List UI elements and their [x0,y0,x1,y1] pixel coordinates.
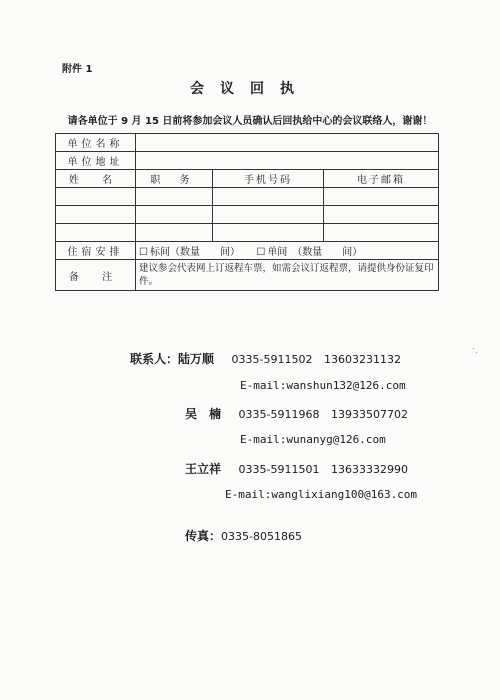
contact-row-1 [130,350,401,367]
col-name-header: 姓 名 [56,170,136,188]
attendee-position-cell[interactable] [136,224,213,242]
single-room-checkbox[interactable]: ☐ [256,247,266,258]
remarks-label: 备 注 [56,260,136,291]
unit-name-row [56,134,439,152]
contact-email[interactable]: E-mail:wunanyg@126.com [240,433,386,446]
standard-room-checkbox[interactable]: ☐ [139,247,148,258]
contact-mobile: 13933507702 [330,408,408,421]
contact-phone: 0335-5911501 [238,463,320,476]
col-phone-header: 手机号码 [213,170,324,188]
contact-label: 联系人： [130,352,179,366]
col-position-header: 职 务 [136,170,213,188]
lodging-label: 住宿安排 [56,242,136,260]
remarks-text: 建议参会代表网上订返程车票，如需会议订返程票，请提供身份证复印件。 [136,260,439,291]
lodging-options [136,242,439,260]
unit-address-field[interactable] [136,152,439,170]
single-room-label: 单间 （数量 间） [267,247,363,258]
fax-label: 传真： [185,529,222,543]
attendee-position-cell[interactable] [136,188,213,206]
fax-row [185,527,302,544]
attendee-row [56,206,439,224]
standard-room-label: 标间（数量 间） [149,247,240,258]
annex-label: 附件 1 [62,64,93,75]
attendee-email-cell[interactable] [324,188,439,206]
contact-email[interactable]: E-mail:wanglixiang100@163.com [225,488,418,501]
contact-phone: 0335-5911502 [231,353,313,366]
attendee-name-cell[interactable] [56,206,136,224]
notice-text: 请各单位于 9 月 15 日前将参加会议人员确认后回执给中心的会议联络人，谢谢！ [67,116,433,127]
attendee-phone-cell[interactable] [213,224,324,242]
contact-name: 陆万顺 [178,352,215,366]
contact-row-2 [185,405,408,422]
contact-mobile: 13633332990 [330,463,408,476]
contact-phone: 0335-5911968 [238,408,320,421]
attendee-position-cell[interactable] [136,206,213,224]
unit-name-label: 单位名称 [56,134,136,152]
attendee-name-cell[interactable] [56,188,136,206]
attendee-email-cell[interactable] [324,224,439,242]
attendee-name-cell[interactable] [56,224,136,242]
lodging-row [56,242,439,260]
unit-address-label: 单位地址 [56,152,136,170]
contact-name: 吴 楠 [185,407,222,421]
fax-number: 0335-8051865 [221,530,302,543]
col-email-header: 电子邮箱 [324,170,439,188]
document-title: 会议回执 [190,81,310,97]
contact-mobile: 13603231132 [323,353,401,366]
attendee-email-cell[interactable] [324,206,439,224]
attendee-phone-cell[interactable] [213,206,324,224]
scan-speck [476,352,477,353]
table-header-row [56,170,439,188]
unit-name-field[interactable] [136,134,439,152]
contact-email[interactable]: E-mail:wanshun132@126.com [240,379,406,392]
contact-row-3 [185,460,408,477]
attendee-row [56,224,439,242]
unit-address-row [56,152,439,170]
remarks-row [56,260,439,291]
attendee-phone-cell[interactable] [213,188,324,206]
attendee-row [56,188,439,206]
contact-name: 王立祥 [185,462,222,476]
scan-speck [473,348,474,349]
reply-form [55,133,439,291]
